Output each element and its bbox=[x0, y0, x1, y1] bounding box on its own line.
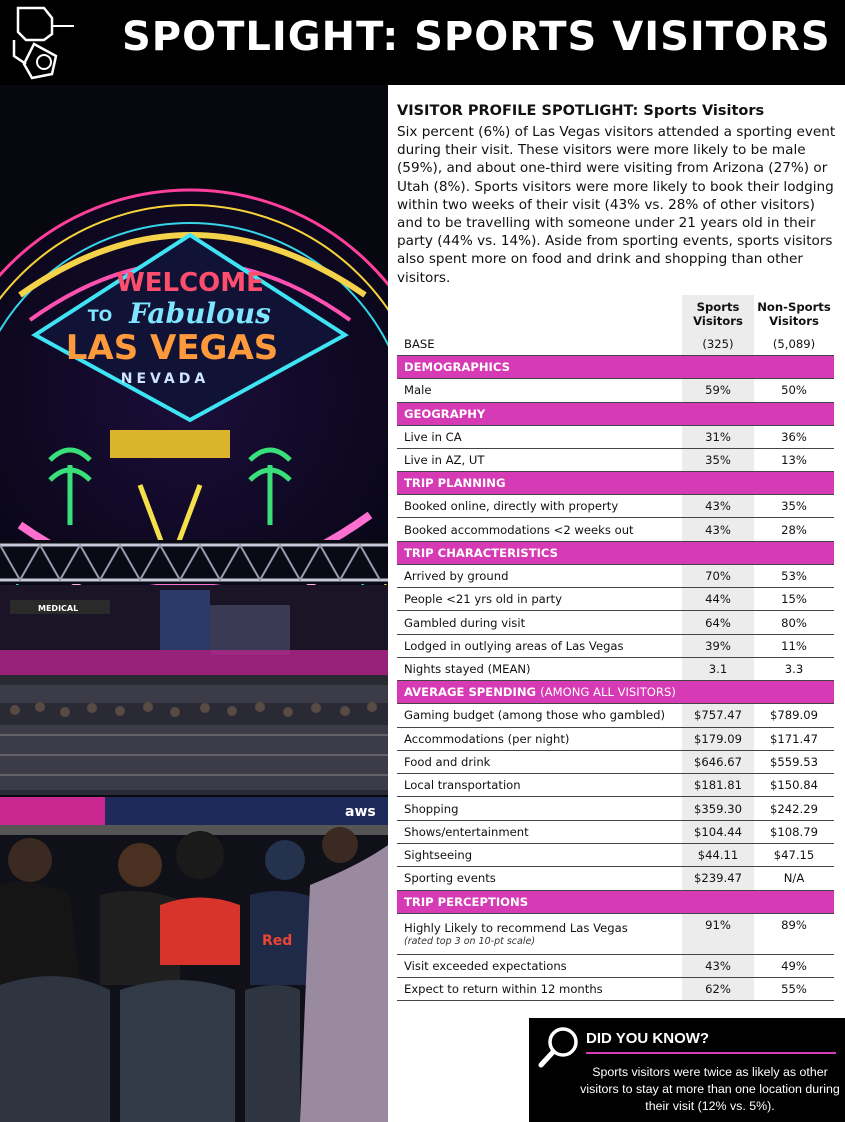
spotlight-camera-icon bbox=[4, 4, 74, 80]
sign-fabulous: Fabulous bbox=[129, 297, 271, 330]
table-row: Shows/entertainment $104.44 $108.79 bbox=[397, 820, 834, 843]
table-row: Arrived by ground 70% 53% bbox=[397, 564, 834, 587]
section-average-spending: AVERAGE SPENDING (AMONG ALL VISITORS) bbox=[397, 681, 834, 704]
did-you-know-title: DID YOU KNOW? bbox=[586, 1030, 710, 1047]
medical-sign: MEDICAL bbox=[38, 604, 79, 613]
table-row: Booked online, directly with property 43% 35% bbox=[397, 495, 834, 518]
table-header-row bbox=[397, 295, 834, 333]
table-row: Food and drink $646.67 $559.53 bbox=[397, 750, 834, 773]
page-title: SPOTLIGHT: SPORTS VISITORS bbox=[122, 14, 831, 60]
section-trip-perceptions: TRIP PERCEPTIONS bbox=[397, 890, 834, 913]
table-row: Accommodations (per night) $179.09 $171.47 bbox=[397, 727, 834, 750]
table-row: Highly Likely to recommend Las Vegas (rated top 3 on 10-pt scale) 91% 89% bbox=[397, 913, 834, 954]
table-row: Sporting events $239.47 N/A bbox=[397, 867, 834, 890]
col-sports-visitors: Sports Visitors bbox=[682, 295, 754, 333]
intro-title: VISITOR PROFILE SPOTLIGHT: Sports Visitors bbox=[397, 103, 765, 119]
table-row: Shopping $359.30 $242.29 bbox=[397, 797, 834, 820]
intro-section bbox=[397, 103, 837, 287]
photo-illustration bbox=[0, 85, 388, 1122]
sign-to: TO bbox=[87, 306, 113, 325]
table-row: Male 59% 50% bbox=[397, 379, 834, 402]
visitor-comparison-table bbox=[397, 295, 834, 1001]
section-demographics: DEMOGRAPHICS bbox=[397, 356, 834, 379]
las-vegas-sphere-photo bbox=[0, 85, 388, 1122]
table-row: Gambled during visit 64% 80% bbox=[397, 611, 834, 634]
did-you-know-text: Sports visitors were twice as likely as other visitors to stay at more than one location during their visit (12% vs. 5%). bbox=[580, 1065, 840, 1113]
table-row: Booked accommodations <2 weeks out 43% 28% bbox=[397, 518, 834, 541]
redbull-sign: Red bbox=[262, 933, 293, 949]
table-row: Live in CA 31% 36% bbox=[397, 425, 834, 448]
table-row: Live in AZ, UT 35% 13% bbox=[397, 448, 834, 471]
sign-las-vegas: LAS VEGAS bbox=[65, 328, 279, 368]
table-row: People <21 yrs old in party 44% 15% bbox=[397, 588, 834, 611]
sign-nevada: NEVADA bbox=[120, 371, 210, 387]
aws-sign: aws bbox=[345, 804, 376, 820]
page-header bbox=[0, 0, 845, 85]
table-row: Visit exceeded expectations 43% 49% bbox=[397, 954, 834, 977]
did-you-know-box bbox=[529, 1018, 845, 1122]
table-row: Expect to return within 12 months 62% 55% bbox=[397, 977, 834, 1000]
col-non-sports-visitors: Non-Sports Visitors bbox=[757, 300, 831, 328]
did-you-know-divider bbox=[586, 1052, 836, 1054]
section-trip-characteristics: TRIP CHARACTERISTICS bbox=[397, 541, 834, 564]
section-geography: GEOGRAPHY bbox=[397, 402, 834, 425]
table-row: Local transportation $181.81 $150.84 bbox=[397, 774, 834, 797]
magnifier-icon bbox=[537, 1024, 581, 1070]
table-row: Lodged in outlying areas of Las Vegas 39% 11% bbox=[397, 634, 834, 657]
table-row: Sightseeing $44.11 $47.15 bbox=[397, 844, 834, 867]
sign-welcome: WELCOME bbox=[116, 268, 264, 298]
table-row-base: BASE (325) (5,089) bbox=[397, 333, 834, 356]
section-trip-planning: TRIP PLANNING bbox=[397, 472, 834, 495]
intro-body: Six percent (6%) of Las Vegas visitors attended a sporting event during their visit. These visitors were more likely to be male (59%), and about one-third were visiting from Arizona (27%) or Utah (8%). Sports visitors were more likely to book their lodging within two weeks of their visit (43% vs. 28% of other visitors) and to be travelling with someone under 21 years old in their party (44% vs. 14%). Aside from sporting events, sports visitors also spent more on food and drink and shopping than other visitors. bbox=[397, 124, 836, 286]
table-row: Gaming budget (among those who gambled) $757.47 $789.09 bbox=[397, 704, 834, 727]
table-row: Nights stayed (MEAN) 3.1 3.3 bbox=[397, 657, 834, 680]
